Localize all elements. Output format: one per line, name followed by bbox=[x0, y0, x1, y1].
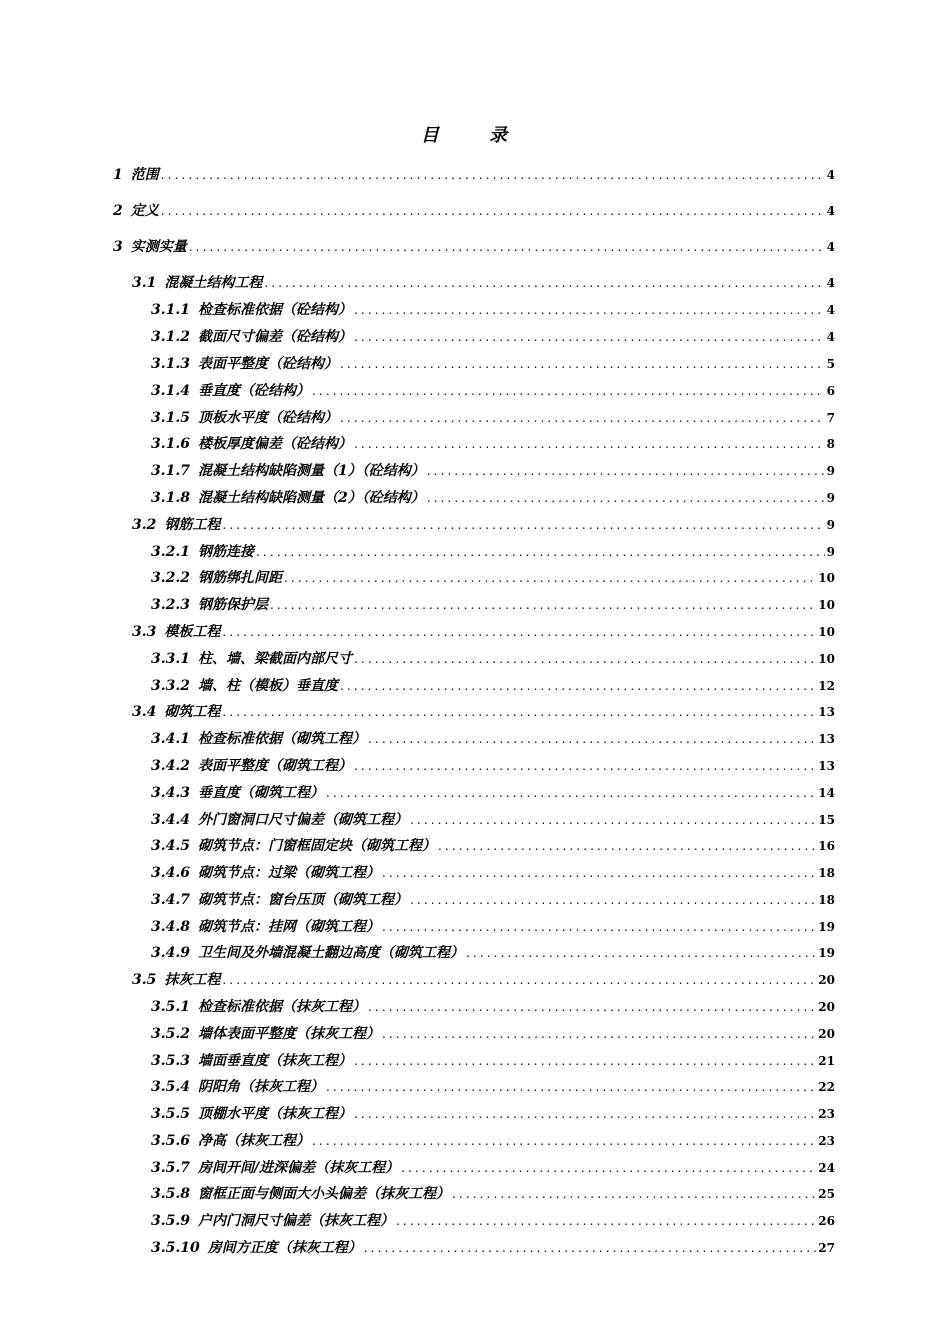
toc-entry-title: 窗框正面与侧面大小头偏差（抹灰工程） bbox=[197, 1186, 450, 1202]
toc-entry-page-number: 10 bbox=[818, 571, 835, 585]
toc-entry-page-number: 13 bbox=[818, 759, 835, 773]
toc-entry[interactable] bbox=[151, 1184, 835, 1204]
toc-dot-leader bbox=[368, 997, 816, 1017]
toc-entry[interactable] bbox=[151, 354, 835, 374]
toc-entry-title: 钢筋绑扎间距 bbox=[197, 570, 282, 586]
toc-entry-title: 钢筋连接 bbox=[197, 544, 254, 560]
toc-dot-leader bbox=[438, 836, 816, 856]
toc-entry[interactable] bbox=[151, 756, 835, 776]
toc-dot-leader bbox=[312, 1131, 816, 1151]
toc-entry[interactable] bbox=[151, 595, 835, 615]
toc-dot-leader bbox=[382, 1024, 816, 1044]
toc-dot-leader bbox=[161, 201, 825, 221]
toc-entry-number: 3.1.2 bbox=[151, 329, 190, 345]
toc-entry[interactable] bbox=[151, 327, 835, 347]
toc-entry[interactable] bbox=[132, 702, 835, 722]
toc-entry[interactable] bbox=[132, 515, 835, 535]
toc-dot-leader bbox=[326, 783, 816, 803]
toc-dot-leader bbox=[222, 970, 816, 990]
toc-entry[interactable] bbox=[151, 542, 835, 562]
toc-entry-title: 表面平整度（砼结构） bbox=[197, 356, 338, 372]
toc-entry[interactable] bbox=[151, 1158, 835, 1178]
toc-entry-number: 3 bbox=[113, 239, 123, 255]
toc-dot-leader bbox=[382, 917, 816, 937]
toc-entry[interactable] bbox=[151, 810, 835, 830]
toc-entry-number: 3.5.2 bbox=[151, 1026, 190, 1042]
toc-entry[interactable] bbox=[151, 381, 835, 401]
toc-entry-number: 3.5.10 bbox=[151, 1240, 200, 1256]
toc-entry[interactable] bbox=[113, 237, 835, 257]
toc-entry-number: 3.4.1 bbox=[151, 731, 190, 747]
toc-entry-number: 3.3.1 bbox=[151, 651, 190, 667]
toc-entry[interactable] bbox=[151, 300, 835, 320]
toc-entry[interactable] bbox=[151, 1104, 835, 1124]
toc-entry-number: 3.2 bbox=[132, 517, 157, 533]
toc-entry-title: 顶板水平度（砼结构） bbox=[197, 410, 338, 426]
toc-dot-leader bbox=[312, 381, 825, 401]
toc-entry[interactable] bbox=[151, 461, 835, 481]
toc-entry-number: 3.4.5 bbox=[151, 838, 190, 854]
toc-entry-title: 砌筑节点：窗台压顶（砌筑工程） bbox=[197, 892, 408, 908]
toc-dot-leader bbox=[354, 1051, 816, 1071]
toc-entry[interactable] bbox=[132, 970, 835, 990]
toc-dot-leader bbox=[452, 1184, 816, 1204]
toc-dot-leader bbox=[222, 622, 816, 642]
toc-entry-number: 3.5.8 bbox=[151, 1186, 190, 1202]
toc-entry-title: 房间开间/进深偏差（抹灰工程） bbox=[197, 1160, 400, 1176]
toc-entry[interactable] bbox=[113, 201, 835, 221]
toc-dot-leader bbox=[340, 676, 816, 696]
toc-entry-page-number: 5 bbox=[826, 357, 835, 371]
toc-entry-page-number: 15 bbox=[818, 813, 835, 827]
toc-entry[interactable] bbox=[151, 1077, 835, 1097]
toc-dot-leader bbox=[340, 354, 825, 374]
toc-dot-leader bbox=[326, 1077, 816, 1097]
toc-entry-page-number: 12 bbox=[818, 679, 835, 693]
toc-dot-leader bbox=[466, 943, 816, 963]
toc-entry-title: 钢筋保护层 bbox=[197, 597, 268, 613]
toc-entry-page-number: 27 bbox=[818, 1241, 835, 1255]
toc-dot-leader bbox=[382, 863, 816, 883]
toc-entry-title: 检查标准依据（砌筑工程） bbox=[197, 731, 366, 747]
toc-entry-number: 3.4.8 bbox=[151, 919, 190, 935]
toc-entry-page-number: 10 bbox=[818, 652, 835, 666]
toc-entry-number: 1 bbox=[113, 167, 123, 183]
toc-entry[interactable] bbox=[151, 488, 835, 508]
toc-entry-page-number: 13 bbox=[818, 732, 835, 746]
toc-entry-number: 3.5.3 bbox=[151, 1053, 190, 1069]
toc-entry-page-number: 9 bbox=[826, 491, 835, 505]
toc-entry-number: 3.3 bbox=[132, 624, 157, 640]
toc-entry[interactable] bbox=[151, 1024, 835, 1044]
toc-entry-title: 截面尺寸偏差（砼结构） bbox=[197, 329, 352, 345]
toc-entry[interactable] bbox=[151, 917, 835, 937]
toc-entry[interactable] bbox=[151, 434, 835, 454]
toc-entry-page-number: 19 bbox=[818, 920, 835, 934]
toc-entry-page-number: 9 bbox=[826, 464, 835, 478]
toc-entry[interactable] bbox=[151, 729, 835, 749]
toc-entry-title: 检查标准依据（抹灰工程） bbox=[197, 999, 366, 1015]
toc-entry-page-number: 14 bbox=[818, 786, 835, 800]
toc-dot-leader bbox=[354, 649, 816, 669]
toc-entry[interactable] bbox=[151, 997, 835, 1017]
toc-entry-page-number: 4 bbox=[826, 276, 835, 290]
toc-entry-title: 柱、墙、梁截面内部尺寸 bbox=[197, 651, 352, 667]
toc-entry[interactable] bbox=[151, 1051, 835, 1071]
toc-dot-leader bbox=[401, 1158, 816, 1178]
toc-dot-leader bbox=[364, 1238, 817, 1258]
toc-entry-title: 顶棚水平度（抹灰工程） bbox=[197, 1106, 352, 1122]
toc-entry-number: 3.4.2 bbox=[151, 758, 190, 774]
toc-entry-title: 墙、柱（模板）垂直度 bbox=[197, 678, 338, 694]
toc-entry-number: 3.1.8 bbox=[151, 490, 190, 506]
toc-entry-page-number: 10 bbox=[818, 625, 835, 639]
toc-entry-page-number: 26 bbox=[818, 1214, 835, 1228]
toc-dot-leader bbox=[189, 237, 825, 257]
toc-entry-title: 楼板厚度偏差（砼结构） bbox=[197, 436, 352, 452]
toc-dot-leader bbox=[427, 461, 825, 481]
toc-dot-leader bbox=[340, 408, 825, 428]
toc-entry-title: 实测实量 bbox=[130, 239, 187, 255]
toc-entry[interactable] bbox=[151, 676, 835, 696]
toc-dot-leader bbox=[396, 1211, 816, 1231]
toc-entry-page-number: 7 bbox=[826, 411, 835, 425]
toc-entry-number: 3.5 bbox=[132, 972, 157, 988]
toc-dot-leader bbox=[354, 1104, 816, 1124]
toc-entry-title: 砌筑节点：过梁（砌筑工程） bbox=[197, 865, 380, 881]
toc-entry[interactable] bbox=[151, 943, 835, 963]
toc-entry-number: 3.5.5 bbox=[151, 1106, 190, 1122]
toc-entry-page-number: 4 bbox=[826, 168, 835, 182]
toc-entry-page-number: 19 bbox=[818, 946, 835, 960]
toc-dot-leader bbox=[354, 300, 825, 320]
toc-entry-number: 3.3.2 bbox=[151, 678, 190, 694]
toc-entry-title: 砌筑节点：门窗框固定块（砌筑工程） bbox=[197, 838, 436, 854]
toc-entry-title: 外门窗洞口尺寸偏差（砌筑工程） bbox=[197, 812, 408, 828]
toc-dot-leader bbox=[354, 756, 816, 776]
toc-dot-leader bbox=[222, 702, 816, 722]
toc-entry-number: 3.5.4 bbox=[151, 1079, 190, 1095]
toc-entry-page-number: 20 bbox=[818, 1027, 835, 1041]
toc-entry[interactable] bbox=[151, 1211, 835, 1231]
toc-entry[interactable] bbox=[132, 273, 835, 293]
toc-entry-title: 房间方正度（抹灰工程） bbox=[207, 1240, 362, 1256]
toc-entry-title: 混凝土结构工程 bbox=[164, 275, 263, 291]
toc-entry-number: 3.1.4 bbox=[151, 383, 190, 399]
toc-entry-page-number: 22 bbox=[818, 1080, 835, 1094]
toc-entry-title: 表面平整度（砌筑工程） bbox=[197, 758, 352, 774]
toc-entry-number: 3.5.1 bbox=[151, 999, 190, 1015]
toc-entry[interactable] bbox=[151, 863, 835, 883]
toc-entry-number: 3.1.5 bbox=[151, 410, 190, 426]
toc-entry-page-number: 18 bbox=[818, 866, 835, 880]
toc-entry-page-number: 23 bbox=[818, 1107, 835, 1121]
toc-entry-number: 3.1.1 bbox=[151, 302, 190, 318]
toc-entry-title: 卫生间及外墙混凝土翻边高度（砌筑工程） bbox=[197, 945, 464, 961]
toc-entry[interactable] bbox=[151, 836, 835, 856]
toc-dot-leader bbox=[270, 595, 816, 615]
toc-entry-title: 阴阳角（抹灰工程） bbox=[197, 1079, 324, 1095]
toc-entry-title: 混凝土结构缺陷测量（1）（砼结构） bbox=[197, 463, 425, 479]
toc-entry-number: 3.4.7 bbox=[151, 892, 190, 908]
toc-entry-title: 墙体表面平整度（抹灰工程） bbox=[197, 1026, 380, 1042]
toc-entry-title: 净高（抹灰工程） bbox=[197, 1133, 310, 1149]
toc-entry[interactable] bbox=[151, 783, 835, 803]
toc-entry-number: 3.1 bbox=[132, 275, 157, 291]
toc-entry-number: 3.4.4 bbox=[151, 812, 190, 828]
toc-dot-leader bbox=[427, 488, 825, 508]
toc-entry-page-number: 4 bbox=[826, 303, 835, 317]
toc-entry-page-number: 4 bbox=[826, 330, 835, 344]
toc-entry-title: 砌筑节点：挂网（砌筑工程） bbox=[197, 919, 380, 935]
toc-entry-page-number: 4 bbox=[826, 204, 835, 218]
toc-entry-number: 3.4.9 bbox=[151, 945, 190, 961]
toc-entry-page-number: 18 bbox=[818, 893, 835, 907]
toc-entry-page-number: 20 bbox=[818, 973, 835, 987]
toc-title: 目 录 bbox=[420, 125, 530, 146]
toc-entry-page-number: 8 bbox=[826, 437, 835, 451]
toc-entry-title: 混凝土结构缺陷测量（2）（砼结构） bbox=[197, 490, 425, 506]
toc-entry-title: 模板工程 bbox=[164, 624, 221, 640]
toc-entry[interactable] bbox=[151, 408, 835, 428]
toc-entry-page-number: 9 bbox=[826, 518, 835, 532]
toc-entry-title: 砌筑工程 bbox=[164, 704, 221, 720]
toc-entry[interactable] bbox=[151, 649, 835, 669]
toc-entry-number: 3.1.7 bbox=[151, 463, 190, 479]
toc-entry-number: 3.4 bbox=[132, 704, 157, 720]
toc-entry-title: 范围 bbox=[130, 167, 159, 183]
toc-entry-number: 3.5.7 bbox=[151, 1160, 190, 1176]
toc-dot-leader bbox=[256, 542, 825, 562]
toc-entry-title: 户内门洞尺寸偏差（抹灰工程） bbox=[197, 1213, 394, 1229]
toc-entry[interactable] bbox=[151, 568, 835, 588]
toc-entry-number: 3.2.1 bbox=[151, 544, 190, 560]
toc-entry-page-number: 13 bbox=[818, 705, 835, 719]
toc-entry[interactable] bbox=[151, 890, 835, 910]
toc-entry-number: 3.4.6 bbox=[151, 865, 190, 881]
toc-entry-title: 抹灰工程 bbox=[164, 972, 221, 988]
toc-entry-title: 钢筋工程 bbox=[164, 517, 221, 533]
toc-entry-number: 3.1.3 bbox=[151, 356, 190, 372]
toc-entry-title: 垂直度（砼结构） bbox=[197, 383, 310, 399]
toc-entry-number: 2 bbox=[113, 203, 123, 219]
toc-entry-page-number: 9 bbox=[826, 545, 835, 559]
toc-dot-leader bbox=[284, 568, 816, 588]
toc-entry[interactable] bbox=[132, 622, 835, 642]
toc-dot-leader bbox=[368, 729, 816, 749]
toc-entry-title: 墙面垂直度（抹灰工程） bbox=[197, 1053, 352, 1069]
toc-entry-number: 3.2.2 bbox=[151, 570, 190, 586]
toc-entry-page-number: 21 bbox=[818, 1054, 835, 1068]
toc-entry-page-number: 24 bbox=[818, 1161, 835, 1175]
toc-entry-number: 3.5.6 bbox=[151, 1133, 190, 1149]
toc-entry-page-number: 23 bbox=[818, 1134, 835, 1148]
toc-entry-page-number: 4 bbox=[826, 240, 835, 254]
toc-entry[interactable] bbox=[113, 165, 835, 185]
toc-dot-leader bbox=[222, 515, 824, 535]
toc-entry-page-number: 10 bbox=[818, 598, 835, 612]
toc-entry-number: 3.5.9 bbox=[151, 1213, 190, 1229]
toc-entry-number: 3.2.3 bbox=[151, 597, 190, 613]
toc-entry-page-number: 16 bbox=[818, 839, 835, 853]
toc-dot-leader bbox=[354, 327, 825, 347]
toc-dot-leader bbox=[354, 434, 825, 454]
toc-dot-leader bbox=[264, 273, 824, 293]
toc-entry-title: 垂直度（砌筑工程） bbox=[197, 785, 324, 801]
toc-entry-title: 检查标准依据（砼结构） bbox=[197, 302, 352, 318]
toc-entry-page-number: 20 bbox=[818, 1000, 835, 1014]
toc-entry-number: 3.1.6 bbox=[151, 436, 190, 452]
toc-entry-page-number: 6 bbox=[826, 384, 835, 398]
toc-entry-title: 定义 bbox=[130, 203, 159, 219]
toc-entry-page-number: 25 bbox=[818, 1187, 835, 1201]
toc-dot-leader bbox=[410, 890, 816, 910]
toc-entry[interactable] bbox=[151, 1238, 835, 1258]
toc-entry-number: 3.4.3 bbox=[151, 785, 190, 801]
toc-dot-leader bbox=[410, 810, 816, 830]
toc-dot-leader bbox=[161, 165, 825, 185]
toc-entry[interactable] bbox=[151, 1131, 835, 1151]
